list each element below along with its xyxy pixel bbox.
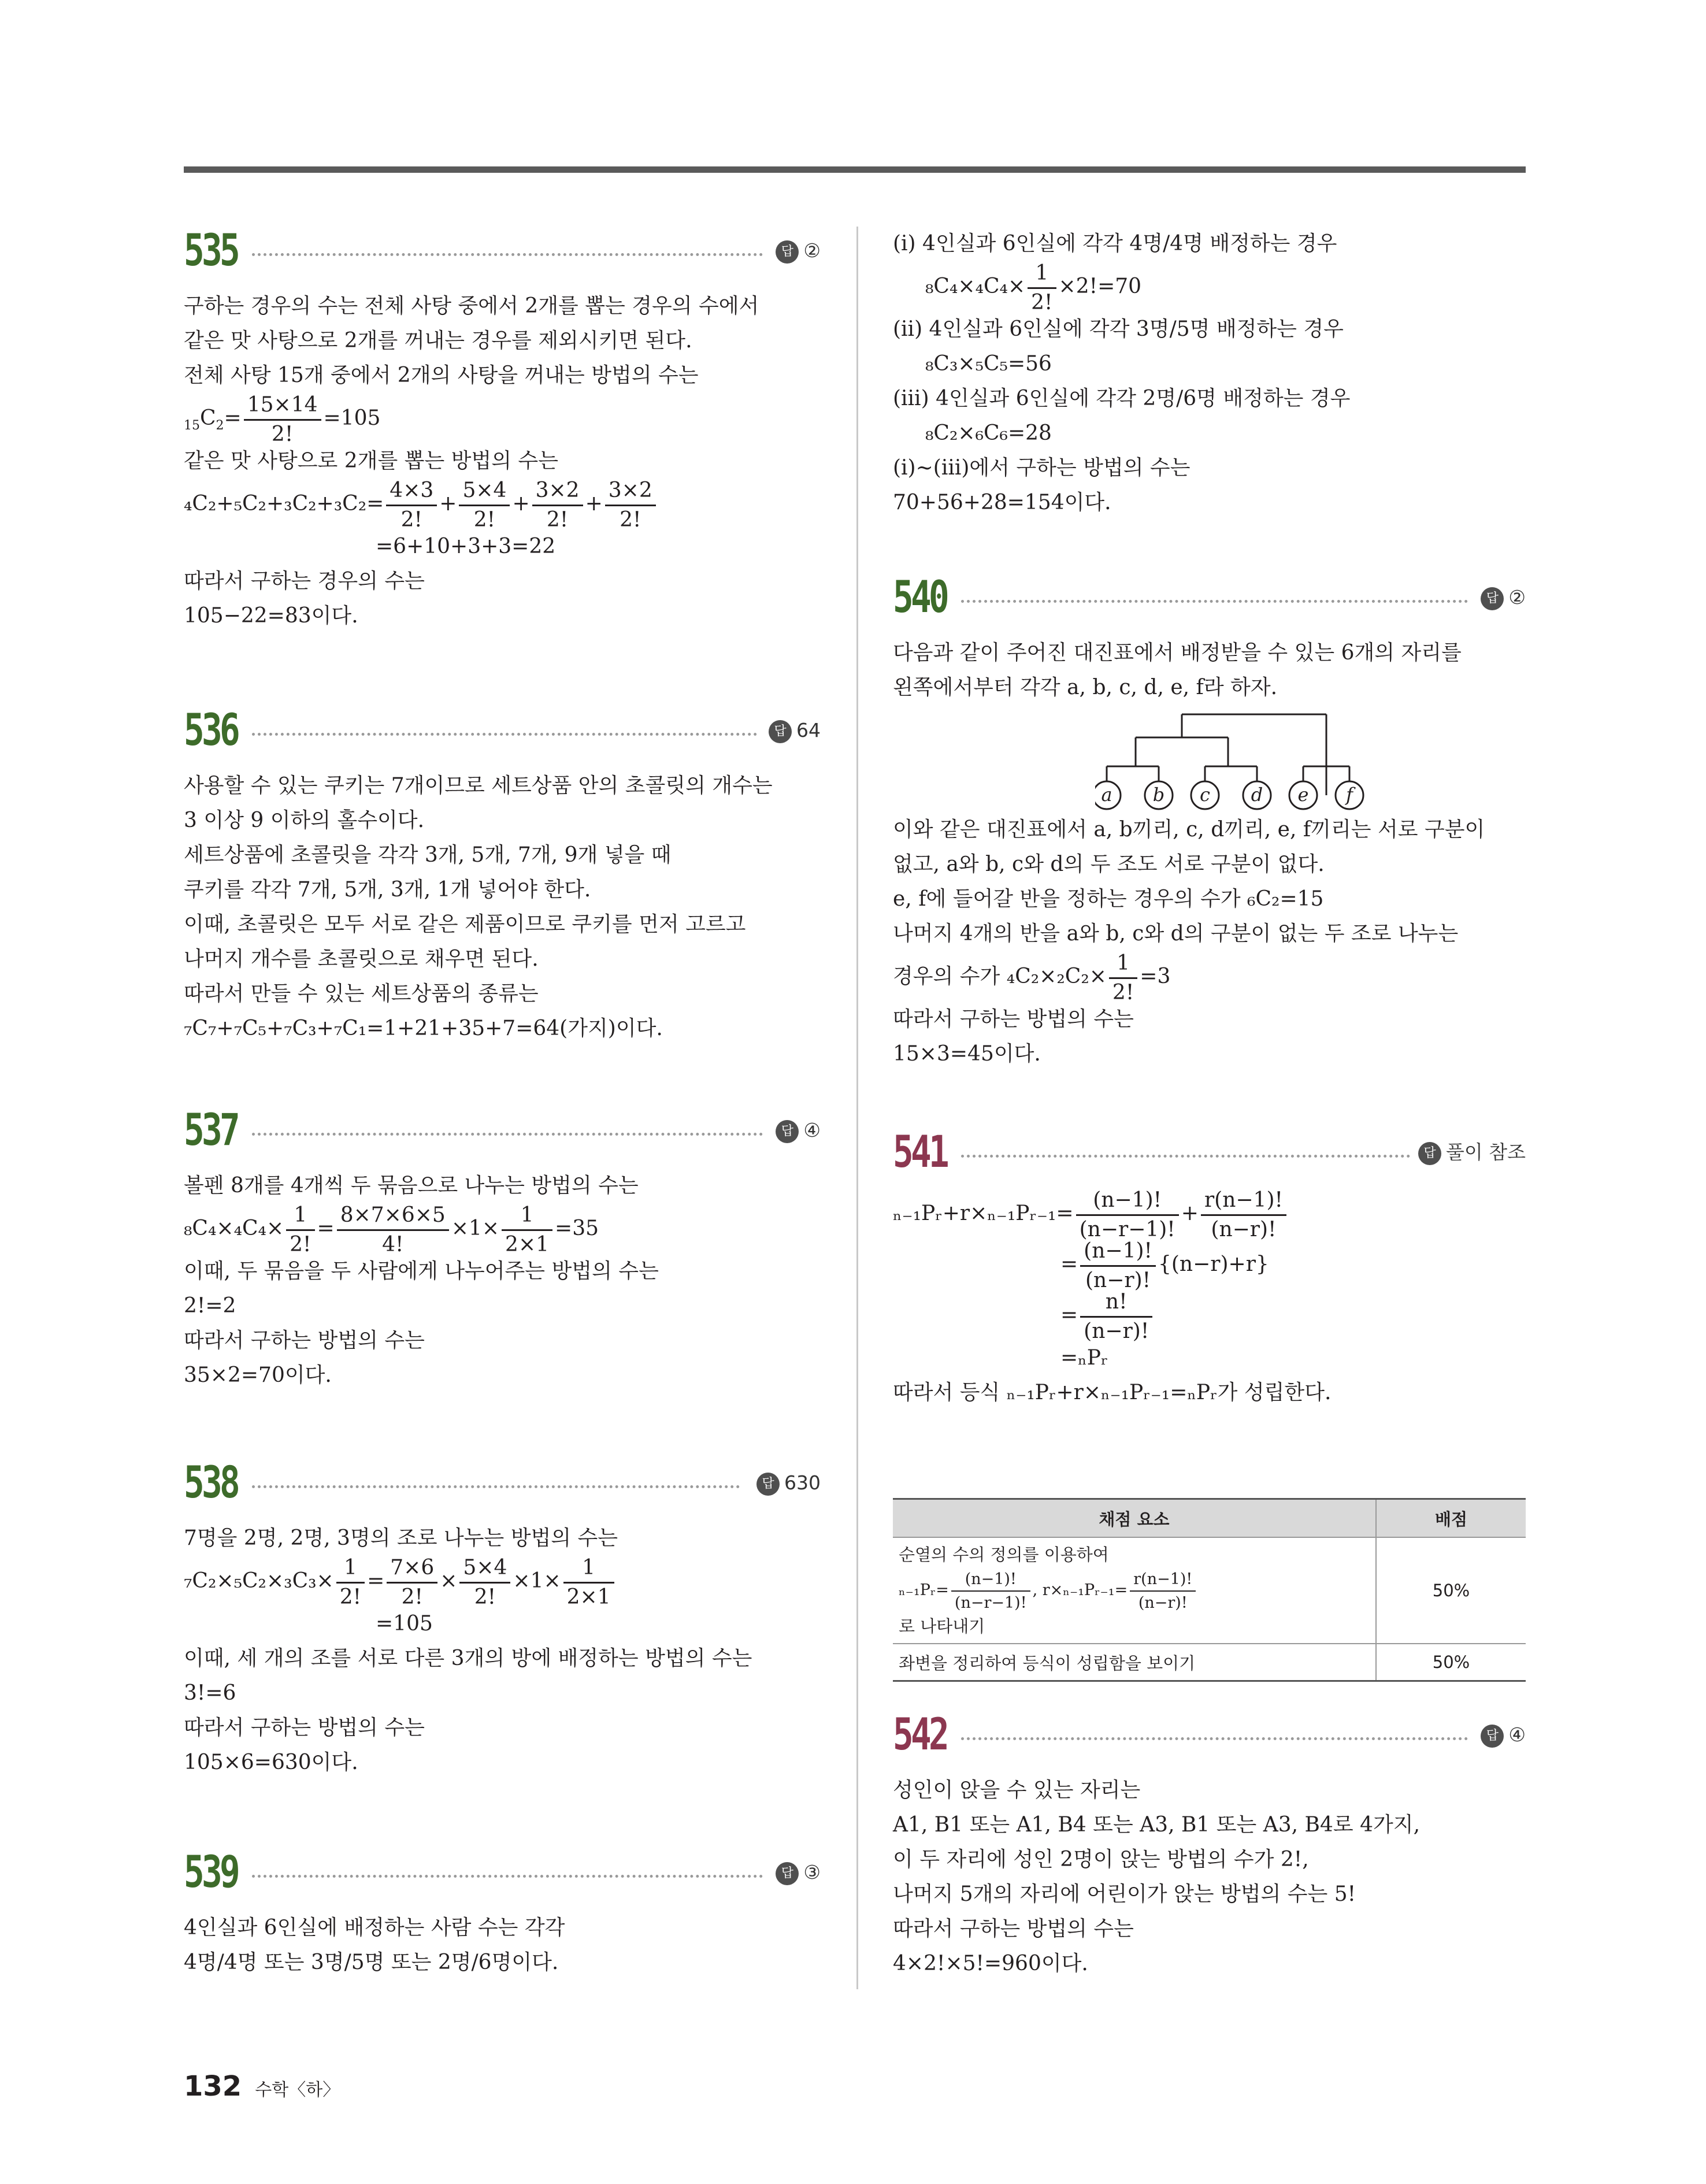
equation: [893, 1239, 1526, 1290]
text-line: 3 이상 9 이하의 홀수이다.: [184, 809, 425, 832]
problem-number: 540: [893, 571, 947, 622]
fraction: [459, 1555, 510, 1609]
text-line: 나머지 4개의 반을 a와 b, c와 d의 구분이 없는 두 조로 나누는: [893, 922, 1459, 945]
fraction: [502, 1205, 552, 1255]
numerator: 4×3: [386, 480, 437, 506]
problem-number: 542: [893, 1708, 947, 1760]
grading-table: [893, 1498, 1526, 1682]
fraction: [1076, 1190, 1179, 1240]
problem-number: 541: [893, 1126, 947, 1177]
answer-value: 64: [796, 719, 821, 741]
problem-header: [184, 1106, 821, 1154]
numerator: 1: [563, 1558, 614, 1584]
numerator: 5×4: [459, 1558, 510, 1584]
case-line: (ⅲ) 4인실과 6인실에 각각 2명/6명 배정하는 경우: [893, 387, 1351, 410]
text-line: 3!=6: [184, 1681, 236, 1705]
criteria-cell: [893, 1537, 1376, 1644]
leader-dots: [252, 1485, 740, 1488]
page-number: 132: [184, 2070, 242, 2103]
header-criteria: 채점 요소: [893, 1499, 1376, 1538]
eq-sign: =: [224, 406, 242, 430]
problem-number: 536: [184, 704, 238, 755]
text-line: 105−22=83이다.: [184, 604, 358, 628]
fraction: [951, 1571, 1030, 1611]
denominator: (n−r−1)!: [1079, 1217, 1175, 1241]
fraction: [387, 1555, 437, 1609]
text-line: 70+56+28=154이다.: [893, 491, 1111, 514]
answer-icon: 답: [1481, 1725, 1504, 1748]
answer-mark: [756, 1467, 821, 1499]
plus: +: [585, 492, 603, 516]
text-line: 15×3=45이다.: [893, 1042, 1041, 1066]
answer-mark: [776, 1114, 821, 1147]
table-row: [893, 1644, 1526, 1681]
answer-mark: [1481, 1719, 1526, 1751]
text-line: 다음과 같이 주어진 대진표에서 배정받을 수 있는 6개의 자리를: [893, 641, 1462, 665]
eq-rhs: =35: [555, 1217, 599, 1240]
numerator: 15×14: [244, 395, 321, 421]
problem-538: [184, 1456, 821, 1780]
plus: +: [1181, 1202, 1199, 1225]
answer-value: ③: [803, 1861, 821, 1883]
text-line: 쿠키를 각각 7개, 5개, 3개, 1개 넣어야 한다.: [184, 878, 591, 902]
leader-dots: [252, 1133, 763, 1136]
problem-539-continued: [893, 227, 1526, 520]
denominator: 2!: [546, 507, 569, 532]
slot-label: c: [1200, 784, 1210, 806]
text-line: 따라서 구하는 방법의 수는: [184, 1329, 425, 1352]
text-line: 같은 맛 사탕으로 2개를 꺼내는 경우를 제외시키면 된다.: [184, 329, 692, 353]
denominator: 2!: [1112, 980, 1134, 1004]
text-line: 이때, 두 묶음을 두 사람에게 나누어주는 방법의 수는: [184, 1259, 659, 1283]
answer-mark: [776, 235, 821, 267]
table-header-row: [893, 1499, 1526, 1538]
column-divider: [856, 227, 858, 1989]
denominator: 2!: [473, 507, 496, 532]
fraction: [244, 392, 321, 446]
score-cell: 50%: [1376, 1537, 1526, 1644]
equation: ₈C₂×₆C₆=28: [925, 421, 1052, 445]
criteria-formula: [899, 1568, 1370, 1613]
fraction: [563, 1555, 614, 1609]
solution-body: [184, 1169, 821, 1393]
fraction: [336, 1555, 365, 1609]
fraction: [386, 480, 437, 531]
numerator: 8×7×6×5: [337, 1205, 449, 1231]
answer-icon: 답: [1418, 1142, 1441, 1165]
prefix-sub: 15: [184, 418, 200, 433]
denominator: (n−r)!: [1211, 1217, 1277, 1241]
numerator: 7×6: [387, 1558, 437, 1584]
text-line: 4인실과 6인실에 배정하는 사람 수는 각각: [184, 1916, 565, 1940]
denominator: (n−r)!: [1084, 1319, 1149, 1343]
tournament-bracket: [1095, 709, 1384, 813]
denominator: 2!: [620, 507, 641, 532]
eq-lhs: ₄C₂+₅C₂+₃C₂+₃C₂=: [184, 492, 384, 516]
text-line: 같은 맛 사탕으로 2개를 뽑는 방법의 수는: [184, 449, 558, 473]
eq-lhs: ₈C₄×₄C₄×: [184, 1217, 284, 1240]
case-line: (ⅱ) 4인실과 6인실에 각각 3명/5명 배정하는 경우: [893, 317, 1344, 341]
equation: [184, 393, 821, 444]
text-line: 따라서 만들 수 있는 세트상품의 종류는: [184, 982, 539, 1006]
leader-dots: [252, 733, 757, 736]
eq-lhs: ₈C₄×₄C₄×: [925, 275, 1026, 298]
slot-label: d: [1251, 784, 1263, 806]
text-line: 이 두 자리에 성인 2명이 앉는 방법의 수가 2!,: [893, 1848, 1309, 1871]
eq-sign: =: [1060, 1252, 1078, 1276]
equation: [893, 1290, 1526, 1341]
fraction: [1028, 263, 1056, 313]
answer-icon: 답: [776, 240, 799, 264]
solution-body: [893, 1188, 1526, 1410]
text-line: e, f에 들어갈 반을 정하는 경우의 수가 ₆C₂=15: [893, 887, 1324, 911]
page-footer: [184, 2070, 340, 2103]
fraction: [605, 480, 656, 531]
fraction: [459, 480, 510, 531]
denominator: 2!: [1031, 290, 1053, 314]
answer-mark: [776, 1856, 821, 1889]
text-line: 따라서 구하는 방법의 수는: [893, 1917, 1134, 1941]
solution-body: [893, 1773, 1526, 1981]
text-line: 이때, 초콜릿은 모두 서로 같은 제품이므로 쿠키를 먼저 고르고: [184, 913, 746, 936]
score-cell: 50%: [1376, 1644, 1526, 1681]
problem-header: [184, 224, 821, 276]
eq-lhs: ₙ₋₁Pᵣ+r×ₙ₋₁Pᵣ₋₁=: [893, 1202, 1074, 1225]
problem-537: [184, 1106, 821, 1393]
fraction: [1080, 1241, 1156, 1291]
answer-icon: 답: [1481, 587, 1504, 610]
eq-sign: =: [1060, 1303, 1078, 1327]
times: ×: [440, 1569, 458, 1593]
problem-540: [893, 573, 1526, 1071]
denominator: 2!: [339, 1585, 362, 1609]
answer-value: ④: [1508, 1723, 1526, 1746]
problem-number: 539: [184, 1846, 238, 1897]
eq-lhs: 경우의 수가 ₄C₂×₂C₂×: [893, 965, 1107, 988]
answer-icon: 답: [769, 720, 792, 743]
text-line: 이때, 세 개의 조를 서로 다른 3개의 방에 배정하는 방법의 수는: [184, 1647, 752, 1670]
text-line: 4명/4명 또는 3명/5명 또는 2명/6명이다.: [184, 1951, 559, 1974]
equation: =ₙPᵣ: [1060, 1346, 1108, 1370]
denominator: (n−r)!: [1138, 1593, 1188, 1612]
bracket-semifinal-line: [1136, 737, 1228, 766]
numerator: n!: [1080, 1292, 1152, 1318]
denominator: 2!: [474, 1585, 496, 1609]
answer-icon: 답: [776, 1120, 799, 1143]
fraction: [532, 480, 583, 531]
equation: [184, 478, 821, 532]
equation-result: =105: [376, 1612, 433, 1636]
text-line: 세트상품에 초콜릿을 각각 3개, 5개, 7개, 9개 넣을 때: [184, 843, 672, 867]
problem-541: [893, 1126, 1526, 1673]
leader-dots: [961, 1737, 1468, 1740]
problem-header: [893, 1708, 1526, 1760]
slot-label: e: [1297, 784, 1309, 806]
denominator: (n−r−1)!: [954, 1593, 1027, 1612]
denominator: (n−r)!: [1085, 1268, 1151, 1292]
eq-lhs: ₇C₂×₅C₂×₃C₃×: [184, 1569, 334, 1593]
equation: [893, 951, 1526, 1002]
solution-body: [893, 636, 1526, 1071]
text-line: A1, B1 또는 A1, B4 또는 A3, B1 또는 A3, B4로 4가지,: [893, 1813, 1421, 1837]
denominator: 2!: [290, 1232, 311, 1256]
text-line: 따라서 구하는 경우의 수는: [184, 569, 425, 593]
answer-value: ④: [803, 1119, 821, 1141]
denominator: 2!: [401, 1585, 423, 1609]
equation: [184, 1556, 821, 1607]
equation-result: =6+10+3+3=22: [376, 535, 556, 558]
numerator: (n−1)!: [951, 1571, 1030, 1592]
numerator: 1: [1109, 953, 1137, 979]
book-title: 수학〈하〉: [255, 2080, 340, 2100]
text-line: 볼펜 8개를 4개씩 두 묶음으로 나누는 방법의 수는: [184, 1174, 639, 1197]
numerator: 1: [1028, 263, 1056, 289]
text-line: 나머지 개수를 초콜릿으로 채우면 된다.: [184, 947, 539, 971]
eq-rhs: =3: [1140, 965, 1171, 988]
text-line: 왼쪽에서부터 각각 a, b, c, d, e, f라 하자.: [893, 676, 1278, 699]
text-line: 7명을 2명, 2명, 3명의 조로 나누는 방법의 수는: [184, 1526, 618, 1550]
problem-539: [184, 1848, 821, 1980]
criteria-line: 순열의 수의 정의를 이용하여: [899, 1545, 1109, 1564]
answer-value: ②: [803, 239, 821, 262]
eq-rhs: ×2!=70: [1058, 275, 1142, 298]
case-line: (ⅰ) 4인실과 6인실에 각각 4명/4명 배정하는 경우: [893, 232, 1337, 255]
problem-header: [184, 706, 821, 754]
denominator: 2!: [271, 422, 294, 446]
denominator: 4!: [382, 1232, 404, 1256]
fraction: [337, 1205, 449, 1255]
numerator: 3×2: [532, 480, 583, 506]
answer-value: ②: [1508, 586, 1526, 609]
text-line: 따라서 등식 ₙ₋₁Pᵣ+r×ₙ₋₁Pᵣ₋₁=ₙPᵣ가 성립한다.: [893, 1381, 1332, 1404]
answer-icon: 답: [756, 1473, 780, 1496]
text-line: 없고, a와 b, c와 d의 두 조도 서로 구분이 없다.: [893, 852, 1325, 876]
slot-label: f: [1346, 784, 1353, 806]
numerator: (n−1)!: [1080, 1241, 1156, 1267]
plus: +: [512, 492, 530, 516]
problem-536: [184, 706, 821, 1046]
fraction: [1109, 953, 1137, 1003]
problem-header: [184, 1456, 821, 1508]
solution-body: [184, 769, 821, 1046]
text-line: 구하는 경우의 수는 전체 사탕 중에서 2개를 뽑는 경우의 수에서: [184, 294, 759, 318]
text-line: 2!=2: [184, 1294, 236, 1318]
numerator: r(n−1)!: [1201, 1190, 1286, 1216]
header-score: 배점: [1376, 1499, 1526, 1538]
problem-number: 538: [184, 1456, 238, 1508]
equation: [893, 261, 1526, 312]
numerator: 5×4: [459, 480, 510, 506]
fraction: [1080, 1289, 1152, 1343]
slot-label: b: [1152, 784, 1165, 806]
text-line: 전체 사탕 15개 중에서 2개의 사탕을 꺼내는 방법의 수는: [184, 364, 699, 387]
numerator: 1: [502, 1205, 552, 1231]
problem-header: [893, 1128, 1526, 1176]
numerator: r(n−1)!: [1130, 1571, 1196, 1592]
criteria-line: 로 나타내기: [899, 1616, 985, 1636]
eq-lhs: C: [200, 406, 216, 430]
text-line: 사용할 수 있는 쿠키는 7개이므로 세트상품 안의 초콜릿의 개수는: [184, 774, 773, 798]
problem-header: [893, 573, 1526, 621]
criteria-cell: 좌변을 정리하여 등식이 성립함을 보이기: [893, 1644, 1376, 1681]
eq-sign: =: [367, 1569, 385, 1593]
text-line: 따라서 구하는 방법의 수는: [184, 1716, 425, 1740]
problem-542: [893, 1708, 1526, 1981]
fraction: [286, 1205, 314, 1255]
text-line: 나머지 5개의 자리에 어린이가 앉는 방법의 수는 5!: [893, 1882, 1356, 1906]
problem-header: [184, 1848, 821, 1896]
table-row: [893, 1537, 1526, 1644]
eq-mid: ×1×: [451, 1217, 500, 1240]
text-line: 35×2=70이다.: [184, 1363, 332, 1387]
problem-number: 537: [184, 1104, 238, 1155]
eq-rhs: {(n−r)+r}: [1158, 1252, 1269, 1276]
text-line: 105×6=630이다.: [184, 1751, 358, 1774]
denominator: 2!: [400, 507, 422, 532]
problem-535: [184, 224, 821, 633]
text-line: 따라서 구하는 방법의 수는: [893, 1007, 1134, 1031]
numerator: 1: [336, 1558, 365, 1584]
top-rule: [184, 166, 1526, 173]
fraction: [1201, 1190, 1286, 1240]
text-line: 이와 같은 대진표에서 a, b끼리, c, d끼리, e, f끼리는 서로 구분이: [893, 818, 1485, 841]
text-line: ₇C₇+₇C₅+₇C₃+₇C₁=1+21+35+7=64(가지)이다.: [184, 1017, 663, 1040]
formula-lhs: ₙ₋₁Pᵣ=: [899, 1581, 949, 1599]
leader-dots: [252, 1875, 763, 1878]
fraction: [1130, 1571, 1196, 1611]
formula-mid: , r×ₙ₋₁Pᵣ₋₁=: [1032, 1581, 1128, 1599]
text-line: 4×2!×5!=960이다.: [893, 1952, 1088, 1975]
eq-sign: =: [317, 1217, 335, 1240]
problem-number: 535: [184, 224, 238, 276]
leader-dots: [961, 600, 1468, 603]
numerator: 1: [286, 1205, 314, 1231]
equation: ₈C₃×₅C₅=56: [925, 352, 1052, 376]
denominator: 2×1: [566, 1585, 611, 1609]
answer-icon: 답: [776, 1862, 799, 1885]
plus: +: [439, 492, 457, 516]
answer-mark: [1481, 581, 1526, 614]
solution-body: [184, 1911, 821, 1980]
answer-mark: [1418, 1136, 1526, 1169]
text-line: 성인이 앉을 수 있는 자리는: [893, 1778, 1141, 1802]
text-line: (ⅰ)~(ⅲ)에서 구하는 방법의 수는: [893, 456, 1191, 480]
answer-mark: [769, 714, 821, 747]
leader-dots: [252, 253, 763, 256]
answer-value: 630: [784, 1471, 821, 1494]
answer-value: 풀이 참조: [1445, 1141, 1526, 1163]
eq-rhs: =105: [323, 406, 381, 430]
eq-mid: ×1×: [513, 1569, 561, 1593]
solution-body: [184, 1521, 821, 1780]
numerator: (n−1)!: [1076, 1190, 1179, 1216]
leader-dots: [961, 1155, 1410, 1158]
suffix-sub: 2: [216, 418, 224, 433]
denominator: 2×1: [505, 1232, 550, 1256]
solution-body: [184, 289, 821, 633]
equation: [184, 1203, 821, 1254]
equation: [893, 1188, 1526, 1239]
slot-label: a: [1101, 784, 1112, 806]
numerator: 3×2: [605, 480, 656, 506]
